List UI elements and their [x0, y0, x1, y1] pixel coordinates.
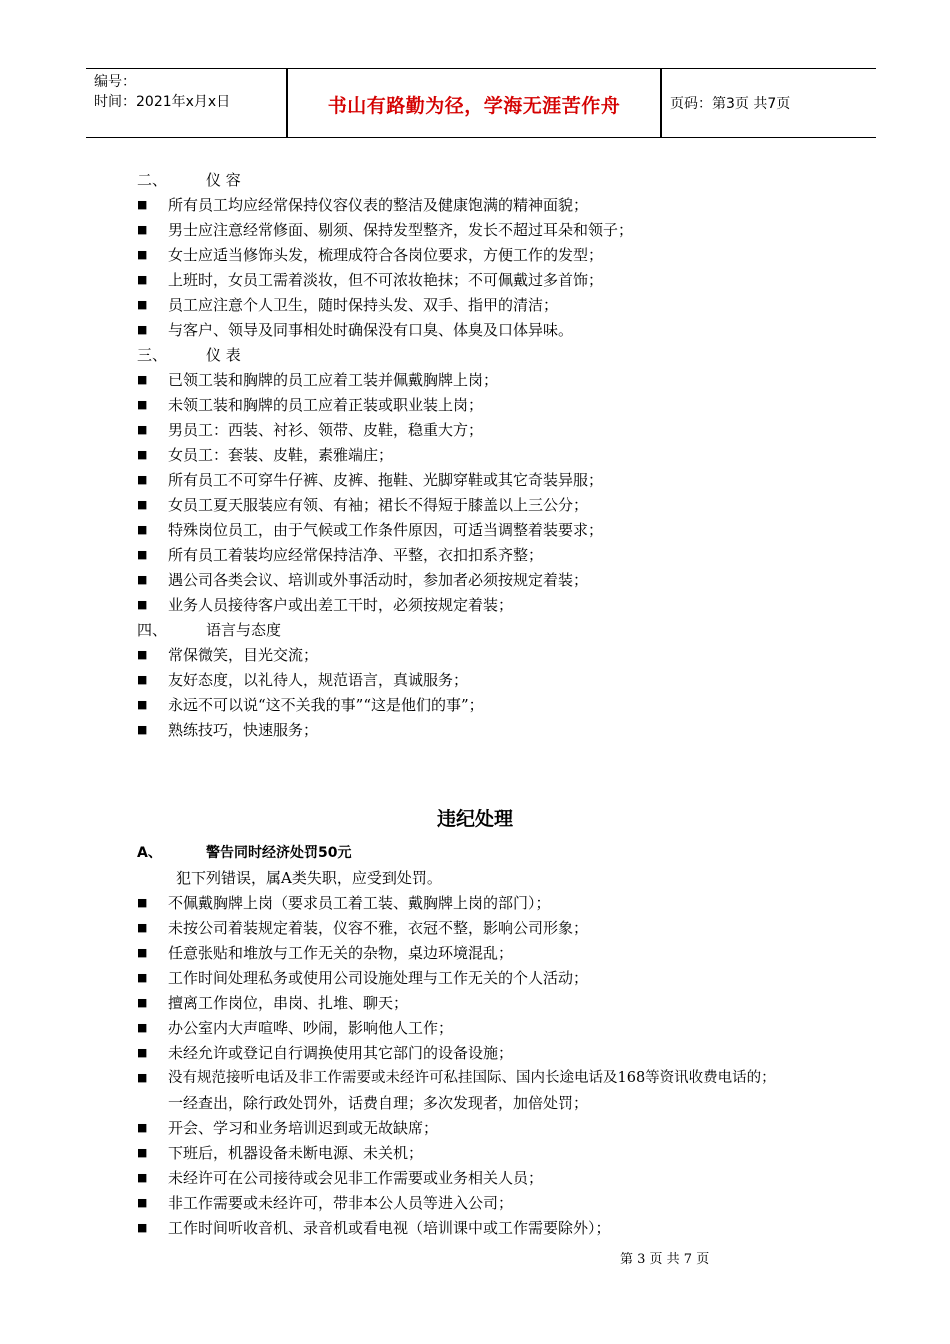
category-title: 警告同时经济处罚50元: [206, 845, 352, 861]
bullet-icon: ■: [137, 373, 148, 386]
section-title: 仪 表: [206, 346, 241, 364]
section-title: 语言与态度: [206, 621, 282, 639]
section-number: 三、: [137, 346, 168, 364]
header-motto: 书山有路勤为径，学海无涯苦作舟: [327, 95, 621, 117]
bullet-icon: ■: [137, 996, 148, 1009]
section-title: 仪 容: [206, 171, 241, 189]
bullet-icon: ■: [137, 323, 148, 336]
bullet-icon: ■: [137, 598, 148, 611]
bullet-icon: ■: [137, 223, 148, 236]
header-page-number: 页码：第3页 共7页: [670, 96, 791, 112]
bullet-icon: ■: [137, 1146, 148, 1159]
bullet-icon: ■: [137, 921, 148, 934]
document-time: 时间：2021年x月x日: [94, 94, 231, 110]
bullet-icon: ■: [137, 573, 148, 586]
category-number: A、: [137, 845, 162, 861]
header-divider: [660, 69, 662, 137]
bullet-icon: ■: [137, 473, 148, 486]
bullet-icon: ■: [137, 248, 148, 261]
document-number: 编号：: [94, 74, 136, 90]
bullet-icon: ■: [137, 698, 148, 711]
bullet-icon: ■: [137, 896, 148, 909]
section-number: 二、: [137, 171, 168, 189]
bullet-icon: ■: [137, 198, 148, 211]
bullet-icon: ■: [137, 1221, 148, 1234]
bullet-icon: ■: [137, 1196, 148, 1209]
bullet-icon: ■: [137, 423, 148, 436]
page-footer: 第 3 页 共 7 页: [620, 1252, 710, 1267]
bullet-icon: ■: [137, 1071, 148, 1084]
bullet-icon: ■: [137, 1171, 148, 1184]
section-number: 四、: [137, 621, 168, 639]
discipline-title: 违纪处理: [436, 808, 513, 830]
bullet-icon: ■: [137, 398, 148, 411]
bullet-icon: ■: [137, 1046, 148, 1059]
bullet-icon: ■: [137, 673, 148, 686]
bullet-icon: ■: [137, 523, 148, 536]
bullet-icon: ■: [137, 1121, 148, 1134]
page-header: [86, 68, 876, 138]
bullet-icon: ■: [137, 548, 148, 561]
header-info: [94, 72, 284, 112]
bullet-icon: ■: [137, 273, 148, 286]
bullet-icon: ■: [137, 723, 148, 736]
bullet-icon: ■: [137, 498, 148, 511]
bullet-icon: ■: [137, 1021, 148, 1034]
bullet-icon: ■: [137, 971, 148, 984]
bullet-icon: ■: [137, 648, 148, 661]
bullet-icon: ■: [137, 298, 148, 311]
bullet-icon: ■: [137, 448, 148, 461]
bullet-icon: ■: [137, 946, 148, 959]
